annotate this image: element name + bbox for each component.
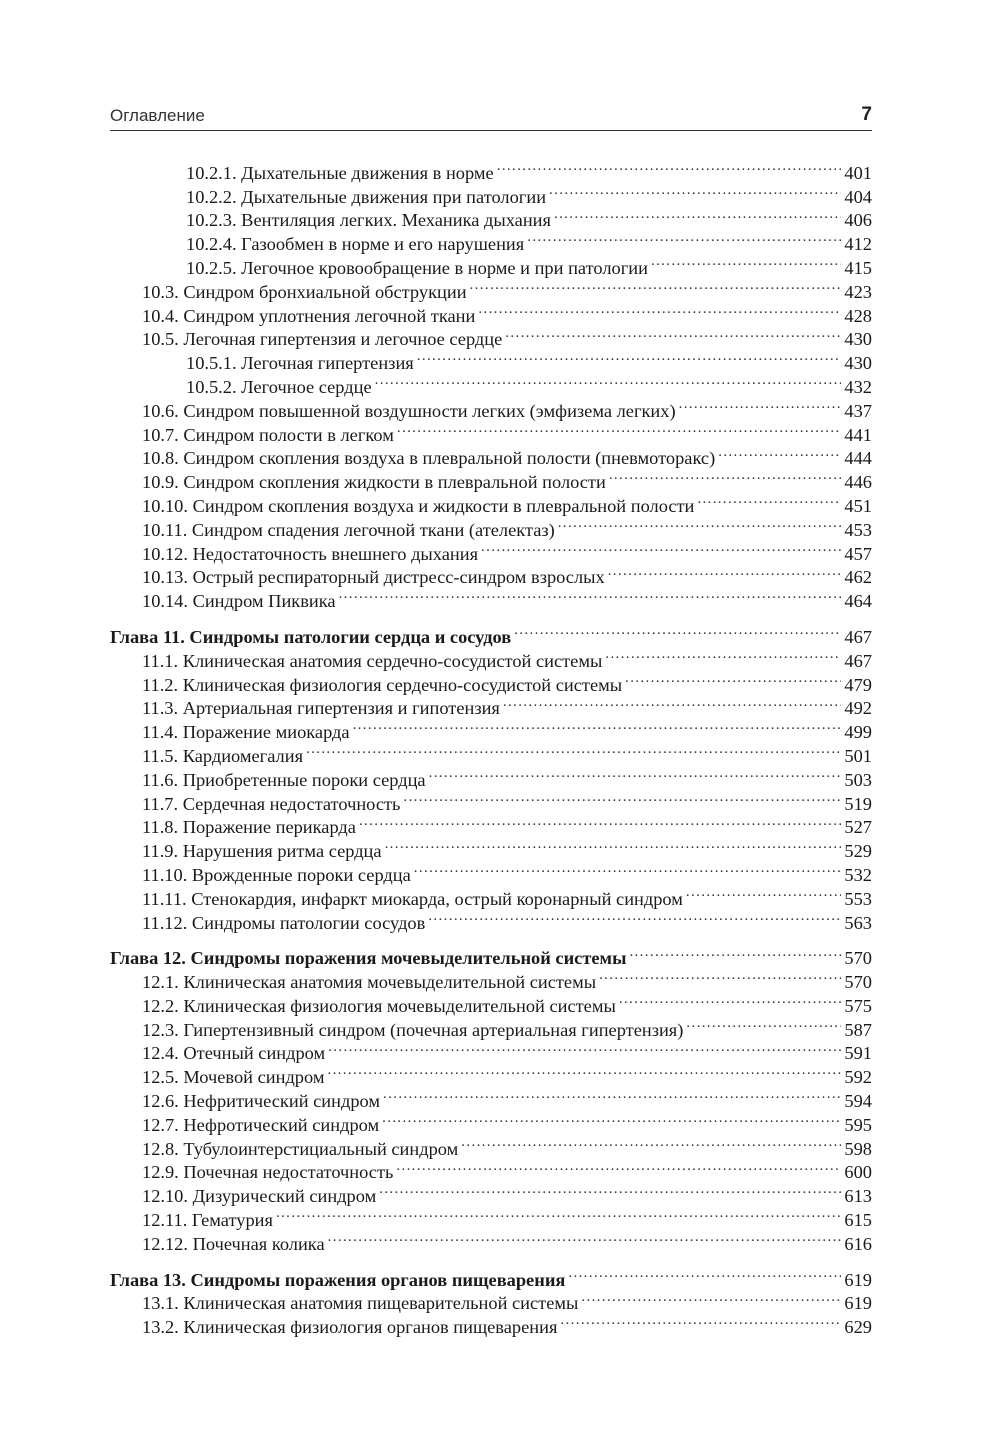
toc-entry-label: 10.6. Синдром повышенной воздушности легких (эмфизема легких) xyxy=(142,400,676,421)
toc-entry-page: 503 xyxy=(844,769,872,790)
toc-entry-label: 12.11. Гематурия xyxy=(142,1210,273,1231)
toc-entry-label: 11.9. Нарушения ритма сердца xyxy=(142,841,382,862)
toc-entry-page: 532 xyxy=(844,864,872,885)
toc-entry-page: 591 xyxy=(844,1043,872,1064)
toc-entry-label: 13.1. Клиническая анатомия пищеварительной системы xyxy=(142,1293,579,1314)
toc-entry-page: 401 xyxy=(844,162,872,183)
dot-leader xyxy=(397,417,842,441)
toc-entry-page: 499 xyxy=(844,722,872,743)
toc-entry-page: 406 xyxy=(844,210,872,231)
dot-leader xyxy=(403,786,841,810)
toc-entry-label: 12.8. Тубулоинтерстициальный синдром xyxy=(142,1138,459,1159)
toc-entry-label: 10.3. Синдром бронхиальной обструкции xyxy=(142,281,467,302)
toc-entry-page: 553 xyxy=(844,888,872,909)
toc-entry-page: 570 xyxy=(844,948,872,969)
dot-leader xyxy=(276,1202,841,1226)
dot-leader xyxy=(385,833,842,857)
toc-entry-page: 595 xyxy=(844,1114,872,1135)
dot-leader xyxy=(718,441,841,465)
dot-leader xyxy=(651,250,841,274)
dot-leader xyxy=(609,464,842,488)
toc-entry-label: 11.4. Поражение миокарда xyxy=(142,722,350,743)
dot-leader xyxy=(470,274,842,298)
toc-entry-page: 467 xyxy=(844,626,872,647)
dot-leader xyxy=(558,512,842,536)
toc-entry-page: 619 xyxy=(844,1293,872,1314)
dot-leader xyxy=(396,1155,841,1179)
dot-leader xyxy=(379,1178,841,1202)
toc-entry-label: 12.3. Гипертензивный синдром (почечная артериальная гипертензия) xyxy=(142,1019,684,1040)
toc-entry-page: 629 xyxy=(844,1317,872,1338)
toc-entry-page: 451 xyxy=(844,495,872,516)
toc-entry-label: 10.5.2. Легочное сердце xyxy=(186,376,372,397)
toc-chapter-entry[interactable] xyxy=(110,619,872,647)
dot-leader xyxy=(581,1286,841,1310)
dot-leader xyxy=(481,536,841,560)
dot-leader xyxy=(568,1262,841,1286)
toc-entry-page: 479 xyxy=(844,674,872,695)
toc-entry-page: 432 xyxy=(844,376,872,397)
dot-leader xyxy=(327,1059,841,1083)
toc-entry-page: 453 xyxy=(844,519,872,540)
toc-entry-page: 446 xyxy=(844,472,872,493)
toc-entry-label: 11.3. Артериальная гипертензия и гипотензия xyxy=(142,698,500,719)
toc-entry-label: 10.2.2. Дыхательные движения при патологии xyxy=(186,186,547,207)
dot-leader xyxy=(428,905,841,929)
running-header-title: Оглавление xyxy=(110,106,205,125)
toc-entry-page: 437 xyxy=(844,400,872,421)
dot-leader xyxy=(608,560,842,584)
dot-leader xyxy=(353,714,842,738)
toc-entry-page: 404 xyxy=(844,186,872,207)
toc-entry-page: 501 xyxy=(844,745,872,766)
toc-entry-label: 10.5. Легочная гипертензия и легочное сердце xyxy=(142,329,503,350)
toc-entry-label: Глава 11. Синдромы патологии сердца и сосудов xyxy=(110,626,512,647)
toc-entry-page: 587 xyxy=(844,1019,872,1040)
toc-entry-label: 10.2.3. Вентиляция легких. Механика дыхания xyxy=(186,210,551,231)
toc-entry-page: 441 xyxy=(844,424,872,445)
toc-entry-label: 10.4. Синдром уплотнения легочной ткани xyxy=(142,305,476,326)
toc-entry-page: 492 xyxy=(844,698,872,719)
running-header xyxy=(110,104,872,131)
toc-entry-page: 570 xyxy=(844,972,872,993)
toc-entry-label: 11.1. Клиническая анатомия сердечно-сосудистой системы xyxy=(142,650,603,671)
toc-entry-page: 467 xyxy=(844,650,872,671)
toc-entry-page: 600 xyxy=(844,1162,872,1183)
toc-entry-label: 11.7. Сердечная недостаточность xyxy=(142,793,401,814)
dot-leader xyxy=(505,322,841,346)
dot-leader xyxy=(478,298,841,322)
table-of-contents xyxy=(110,155,872,1338)
dot-leader xyxy=(382,1107,841,1131)
dot-leader xyxy=(429,762,842,786)
dot-leader xyxy=(625,667,841,691)
toc-entry-label: 12.2. Клиническая физиология мочевыделительной системы xyxy=(142,995,616,1016)
toc-chapter-entry[interactable] xyxy=(110,941,872,969)
dot-leader xyxy=(383,1083,841,1107)
toc-entry-label: 10.9. Синдром скопления жидкости в плевральной полости xyxy=(142,472,606,493)
toc-entry-label: 11.6. Приобретенные пороки сердца xyxy=(142,769,426,790)
dot-leader xyxy=(686,1012,841,1036)
toc-entry-page: 519 xyxy=(844,793,872,814)
toc-entry-label: 11.5. Кардиомегалия xyxy=(142,745,304,766)
toc-entry-page: 464 xyxy=(844,591,872,612)
toc-entry-page: 457 xyxy=(844,543,872,564)
toc-entry-page: 529 xyxy=(844,841,872,862)
toc-entry-label: 11.2. Клиническая физиология сердечно-сосудистой системы xyxy=(142,674,623,695)
dot-leader xyxy=(619,988,842,1012)
dot-leader xyxy=(359,810,841,834)
toc-entry-label: 10.2.4. Газообмен в норме и его нарушения xyxy=(186,234,525,255)
toc-entry-page: 619 xyxy=(844,1269,872,1290)
toc-entry-page: 444 xyxy=(844,448,872,469)
toc-entry-page: 615 xyxy=(844,1210,872,1231)
dot-leader xyxy=(328,1036,841,1060)
toc-entry-page: 594 xyxy=(844,1091,872,1112)
toc-entry-label: 10.11. Синдром спадения легочной ткани (ателектаз) xyxy=(142,519,555,540)
toc-entry-label: 10.5.1. Легочная гипертензия xyxy=(186,353,414,374)
toc-entry-page: 430 xyxy=(844,353,872,374)
toc-entry-label: 11.11. Стенокардия, инфаркт миокарда, острый коронарный синдром xyxy=(142,888,683,909)
dot-leader xyxy=(375,369,842,393)
dot-leader xyxy=(461,1131,841,1155)
toc-entry-label: 11.12. Синдромы патологии сосудов xyxy=(142,912,426,933)
toc-entry-page: 412 xyxy=(844,234,872,255)
toc-entry[interactable] xyxy=(110,155,872,183)
dot-leader xyxy=(629,941,841,965)
toc-entry-page: 423 xyxy=(844,281,872,302)
dot-leader xyxy=(679,393,842,417)
toc-entry-label: 12.7. Нефротический синдром xyxy=(142,1114,380,1135)
toc-entry-label: 12.1. Клиническая анатомия мочевыделительной системы xyxy=(142,972,597,993)
toc-entry-label: 10.8. Синдром скопления воздуха в плевральной полости (пневмоторакс) xyxy=(142,448,716,469)
toc-entry-page: 598 xyxy=(844,1138,872,1159)
toc-entry-page: 428 xyxy=(844,305,872,326)
dot-leader xyxy=(328,1226,842,1250)
toc-entry-label: 10.7. Синдром полости в легком xyxy=(142,424,394,445)
toc-entry-label: 10.12. Недостаточность внешнего дыхания xyxy=(142,543,479,564)
toc-entry-label: 13.2. Клиническая физиология органов пищеварения xyxy=(142,1317,558,1338)
toc-entry-label: 11.8. Поражение перикарда xyxy=(142,817,356,838)
toc-entry-label: Глава 13. Синдромы поражения органов пищеварения xyxy=(110,1269,566,1290)
toc-entry-page: 430 xyxy=(844,329,872,350)
toc-entry-label: 12.9. Почечная недостаточность xyxy=(142,1162,394,1183)
toc-entry-page: 613 xyxy=(844,1186,872,1207)
toc-entry-label: Глава 12. Синдромы поражения мочевыделительной системы xyxy=(110,948,627,969)
dot-leader xyxy=(549,179,841,203)
dot-leader xyxy=(554,203,841,227)
toc-entry-page: 527 xyxy=(844,817,872,838)
toc-entry-label: 12.6. Нефритический синдром xyxy=(142,1091,381,1112)
dot-leader xyxy=(686,881,841,905)
dot-leader xyxy=(497,155,842,179)
toc-entry-label: 12.5. Мочевой синдром xyxy=(142,1067,325,1088)
toc-entry-page: 616 xyxy=(844,1233,872,1254)
dot-leader xyxy=(339,583,842,607)
toc-entry-page: 592 xyxy=(844,1067,872,1088)
toc-entry-page: 575 xyxy=(844,995,872,1016)
page-number: 7 xyxy=(861,104,872,125)
toc-entry-label: 10.14. Синдром Пиквика xyxy=(142,591,336,612)
toc-entry-label: 12.10. Дизурический синдром xyxy=(142,1186,377,1207)
toc-entry-page: 462 xyxy=(844,567,872,588)
dot-leader xyxy=(560,1309,841,1333)
dot-leader xyxy=(605,643,841,667)
dot-leader xyxy=(503,691,842,715)
toc-entry-label: 10.10. Синдром скопления воздуха и жидкости в плевральной полости xyxy=(142,495,695,516)
toc-entry-page: 563 xyxy=(844,912,872,933)
dot-leader xyxy=(697,488,841,512)
dot-leader xyxy=(306,738,841,762)
toc-entry-label: 10.13. Острый респираторный дистресс-синдром взрослых xyxy=(142,567,605,588)
toc-entry-label: 12.4. Отечный синдром xyxy=(142,1043,326,1064)
dot-leader xyxy=(414,857,842,881)
dot-leader xyxy=(417,345,842,369)
toc-entry-label: 11.10. Врожденные пороки сердца xyxy=(142,864,411,885)
dot-leader xyxy=(599,964,841,988)
toc-entry-label: 12.12. Почечная колика xyxy=(142,1233,325,1254)
dot-leader xyxy=(514,619,841,643)
toc-entry-page: 415 xyxy=(844,257,872,278)
toc-entry-label: 10.2.1. Дыхательные движения в норме xyxy=(186,162,494,183)
toc-chapter-entry[interactable] xyxy=(110,1262,872,1290)
toc-entry-label: 10.2.5. Легочное кровообращение в норме и при патологии xyxy=(186,257,648,278)
dot-leader xyxy=(527,226,841,250)
